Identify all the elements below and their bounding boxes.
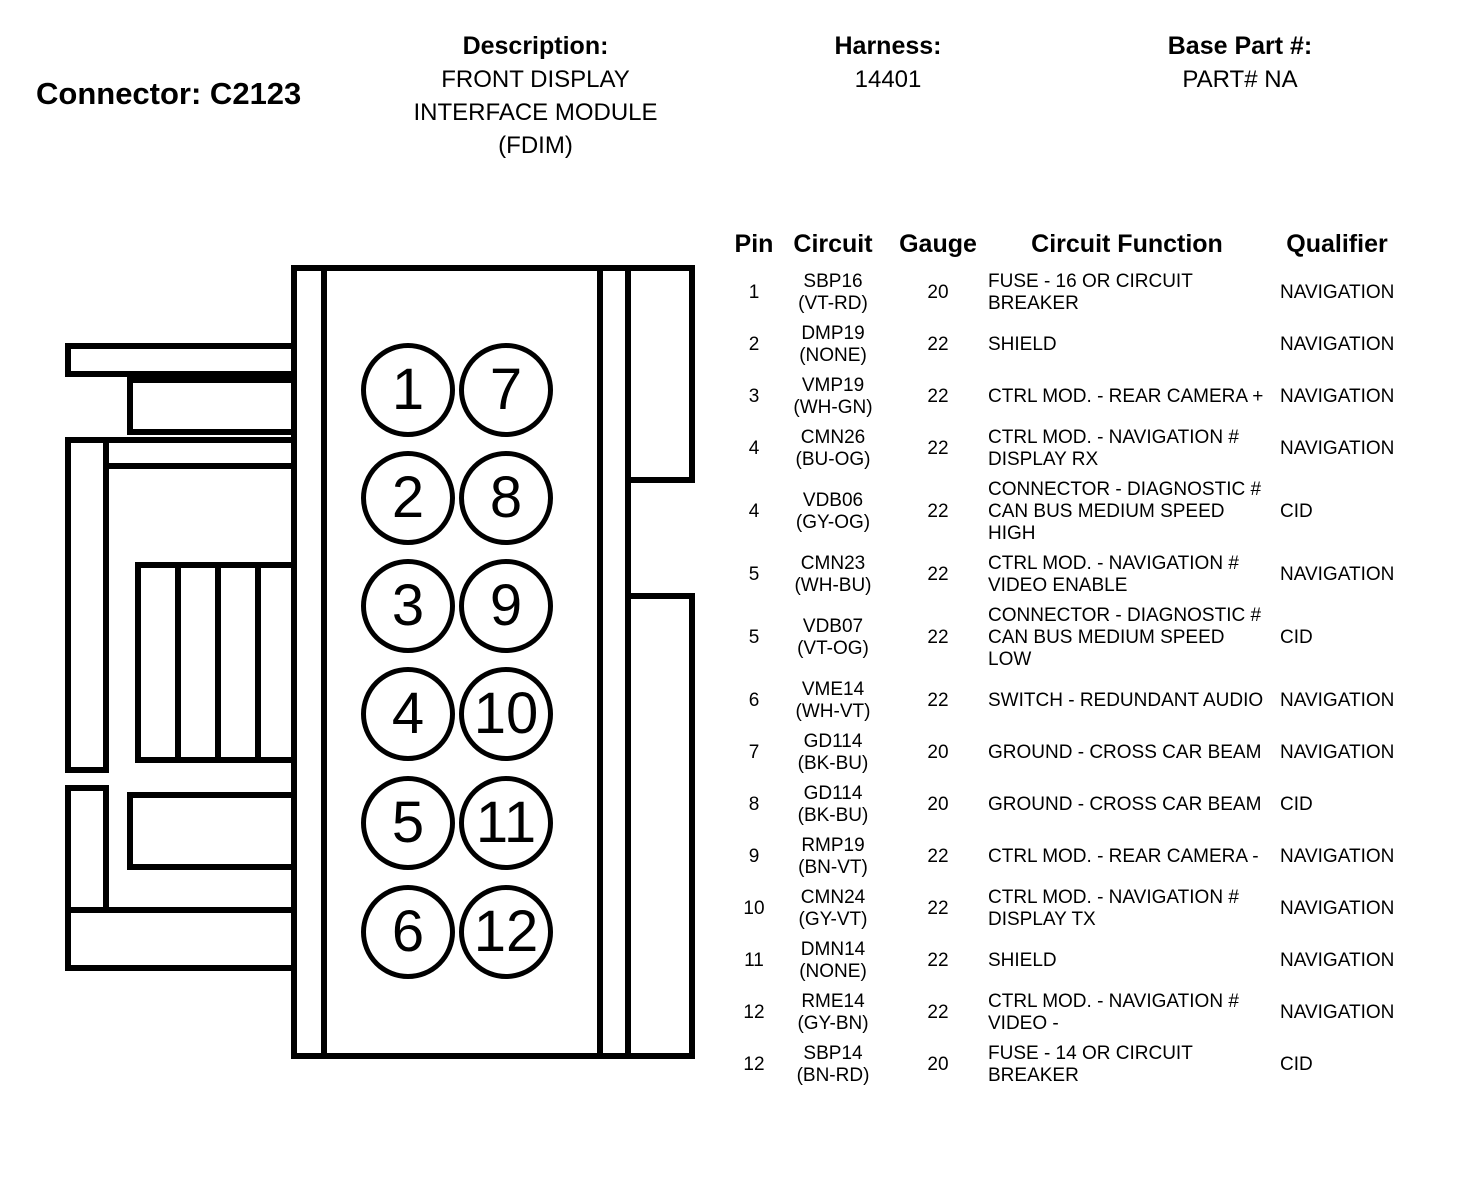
pin-cavity-7: 7 bbox=[459, 343, 553, 437]
pin-number-cell: 6 bbox=[748, 690, 760, 711]
col-header-pin: Pin bbox=[734, 230, 774, 258]
circuit-cell bbox=[778, 601, 888, 675]
pin-number-cell: 1 bbox=[748, 282, 760, 303]
harness-label: Harness: bbox=[834, 32, 942, 60]
circuit-code: GD114 bbox=[803, 731, 863, 752]
circuit-code: VME14 bbox=[801, 679, 865, 700]
gauge-cell: 22 bbox=[927, 846, 949, 867]
circuit-cell bbox=[778, 319, 888, 371]
pin-number-cell: 2 bbox=[748, 334, 760, 355]
description-block bbox=[408, 30, 663, 162]
circuit-color-code: (GY-VT) bbox=[798, 909, 868, 930]
circuit-color-code: (BK-BU) bbox=[797, 805, 869, 826]
circuit-color-code: (BN-VT) bbox=[798, 857, 868, 878]
circuit-code: DMN14 bbox=[800, 939, 866, 960]
pin-cavity-11: 11 bbox=[459, 776, 553, 870]
circuit-cell bbox=[778, 371, 888, 423]
pin-number-cell: 10 bbox=[743, 898, 765, 919]
gauge-cell: 22 bbox=[927, 564, 949, 585]
gauge-cell: 20 bbox=[927, 794, 949, 815]
qualifier-cell: NAVIGATION bbox=[1280, 438, 1395, 459]
circuit-function-cell: FUSE - 14 OR CIRCUIT BREAKER bbox=[988, 1043, 1193, 1086]
circuit-code: CMN23 bbox=[800, 553, 866, 574]
pin-grid bbox=[60, 260, 710, 1070]
circuit-code: CMN24 bbox=[800, 887, 866, 908]
circuit-function-cell: CTRL MOD. - REAR CAMERA + bbox=[988, 386, 1264, 407]
pin-cavity-4: 4 bbox=[361, 667, 455, 761]
qualifier-cell: NAVIGATION bbox=[1280, 846, 1395, 867]
circuit-function-cell: SHIELD bbox=[988, 950, 1057, 971]
gauge-cell: 20 bbox=[927, 742, 949, 763]
circuit-color-code: (BK-BU) bbox=[797, 753, 869, 774]
qualifier-cell: NAVIGATION bbox=[1280, 386, 1395, 407]
pinout-row bbox=[730, 935, 1408, 987]
circuit-color-code: (VT-OG) bbox=[797, 638, 869, 659]
circuit-function-cell: GROUND - CROSS CAR BEAM bbox=[988, 794, 1262, 815]
description-label: Description: bbox=[462, 32, 609, 60]
pin-number-cell: 11 bbox=[744, 950, 764, 971]
col-header-gauge: Gauge bbox=[899, 230, 977, 258]
pinout-row bbox=[730, 779, 1408, 831]
pin-cavity-10: 10 bbox=[459, 667, 553, 761]
circuit-code: SBP16 bbox=[803, 271, 863, 292]
circuit-color-code: (GY-OG) bbox=[795, 512, 871, 533]
gauge-cell: 22 bbox=[927, 898, 949, 919]
pin-number-cell: 8 bbox=[748, 794, 760, 815]
pin-cavity-12: 12 bbox=[459, 885, 553, 979]
pinout-row bbox=[730, 549, 1408, 601]
qualifier-cell: NAVIGATION bbox=[1280, 742, 1395, 763]
pinout-table-body bbox=[730, 267, 1408, 1091]
connector-id-title: Connector: C2123 bbox=[36, 76, 302, 111]
gauge-cell: 22 bbox=[927, 690, 949, 711]
gauge-cell: 22 bbox=[927, 334, 949, 355]
circuit-cell bbox=[778, 883, 888, 935]
pin-cavity-2: 2 bbox=[361, 451, 455, 545]
circuit-cell bbox=[778, 475, 888, 549]
circuit-function-cell: GROUND - CROSS CAR BEAM bbox=[988, 742, 1262, 763]
pinout-row bbox=[730, 883, 1408, 935]
harness-block bbox=[793, 30, 983, 96]
qualifier-cell: NAVIGATION bbox=[1280, 898, 1395, 919]
circuit-color-code: (NONE) bbox=[799, 345, 867, 366]
pin-cavity-1: 1 bbox=[361, 343, 455, 437]
pin-number-cell: 5 bbox=[748, 627, 760, 648]
pin-number-cell: 4 bbox=[748, 501, 760, 522]
circuit-color-code: (BN-RD) bbox=[796, 1065, 870, 1086]
pin-number-cell: 9 bbox=[748, 846, 760, 867]
circuit-cell bbox=[778, 831, 888, 883]
circuit-code: RME14 bbox=[801, 991, 865, 1012]
pinout-row bbox=[730, 267, 1408, 319]
circuit-function-cell: CTRL MOD. - NAVIGATION # VIDEO - bbox=[988, 991, 1239, 1034]
circuit-cell bbox=[778, 267, 888, 319]
gauge-cell: 20 bbox=[927, 1054, 949, 1075]
pin-number-cell: 3 bbox=[748, 386, 760, 407]
pin-number-cell: 12 bbox=[743, 1054, 765, 1075]
pinout-row bbox=[730, 423, 1408, 475]
circuit-function-cell: CTRL MOD. - NAVIGATION # DISPLAY TX bbox=[988, 887, 1239, 930]
circuit-color-code: (BU-OG) bbox=[795, 449, 871, 470]
circuit-cell bbox=[778, 779, 888, 831]
gauge-cell: 22 bbox=[927, 386, 949, 407]
pin-cavity-3: 3 bbox=[361, 559, 455, 653]
qualifier-cell: CID bbox=[1280, 794, 1313, 815]
circuit-cell bbox=[778, 423, 888, 475]
qualifier-cell: CID bbox=[1280, 1054, 1313, 1075]
pin-number-cell: 12 bbox=[743, 1002, 765, 1023]
circuit-code: VDB07 bbox=[802, 616, 864, 637]
pinout-row bbox=[730, 475, 1408, 549]
qualifier-cell: NAVIGATION bbox=[1280, 690, 1395, 711]
circuit-code: VDB06 bbox=[802, 490, 864, 511]
circuit-function-cell: SWITCH - REDUNDANT AUDIO bbox=[988, 690, 1264, 711]
circuit-code: VMP19 bbox=[801, 375, 865, 396]
base-part-value: PART# NA bbox=[1182, 66, 1298, 93]
circuit-cell bbox=[778, 727, 888, 779]
circuit-function-cell: CTRL MOD. - REAR CAMERA - bbox=[988, 846, 1259, 867]
qualifier-cell: NAVIGATION bbox=[1280, 334, 1395, 355]
gauge-cell: 22 bbox=[927, 950, 949, 971]
base-part-block bbox=[1110, 30, 1370, 96]
pinout-row bbox=[730, 727, 1408, 779]
gauge-cell: 22 bbox=[927, 501, 949, 522]
circuit-function-cell: CTRL MOD. - NAVIGATION # DISPLAY RX bbox=[988, 427, 1239, 470]
harness-value: 14401 bbox=[854, 66, 922, 93]
pinout-row bbox=[730, 371, 1408, 423]
pinout-row bbox=[730, 601, 1408, 675]
qualifier-cell: CID bbox=[1280, 501, 1313, 522]
pin-number-cell: 5 bbox=[748, 564, 760, 585]
gauge-cell: 22 bbox=[927, 1002, 949, 1023]
circuit-cell bbox=[778, 987, 888, 1039]
pin-cavity-8: 8 bbox=[459, 451, 553, 545]
pin-number-cell: 7 bbox=[748, 742, 760, 763]
circuit-code: SBP14 bbox=[803, 1043, 863, 1064]
pin-number-cell: 4 bbox=[748, 438, 760, 459]
qualifier-cell: NAVIGATION bbox=[1280, 1002, 1395, 1023]
pin-cavity-6: 6 bbox=[361, 885, 455, 979]
pin-cavity-9: 9 bbox=[459, 559, 553, 653]
circuit-cell bbox=[778, 549, 888, 601]
circuit-color-code: (GY-BN) bbox=[797, 1013, 869, 1034]
pinout-row bbox=[730, 987, 1408, 1039]
col-header-circuit-function: Circuit Function bbox=[1031, 230, 1223, 258]
description-value: FRONT DISPLAY INTERFACE MODULE (FDIM) bbox=[413, 66, 658, 159]
col-header-qualifier: Qualifier bbox=[1286, 230, 1388, 258]
circuit-code: GD114 bbox=[803, 783, 863, 804]
qualifier-cell: NAVIGATION bbox=[1280, 950, 1395, 971]
gauge-cell: 20 bbox=[927, 282, 949, 303]
circuit-color-code: (WH-VT) bbox=[795, 701, 871, 722]
pin-cavity-5: 5 bbox=[361, 776, 455, 870]
circuit-function-cell: CONNECTOR - DIAGNOSTIC # CAN BUS MEDIUM SPEED LOW bbox=[988, 605, 1262, 670]
qualifier-cell: NAVIGATION bbox=[1280, 564, 1395, 585]
circuit-color-code: (VT-RD) bbox=[798, 293, 868, 314]
circuit-code: DMP19 bbox=[801, 323, 865, 344]
circuit-function-cell: CONNECTOR - DIAGNOSTIC # CAN BUS MEDIUM SPEED HIGH bbox=[988, 479, 1262, 544]
qualifier-cell: CID bbox=[1280, 627, 1313, 648]
circuit-cell bbox=[778, 1039, 888, 1091]
circuit-function-cell: CTRL MOD. - NAVIGATION # VIDEO ENABLE bbox=[988, 553, 1239, 596]
table-header-row bbox=[730, 230, 1408, 267]
circuit-cell bbox=[778, 935, 888, 987]
pinout-row bbox=[730, 675, 1408, 727]
pinout-table bbox=[730, 230, 1408, 1091]
pinout-row bbox=[730, 831, 1408, 883]
pinout-row bbox=[730, 1039, 1408, 1091]
gauge-cell: 22 bbox=[927, 438, 949, 459]
circuit-function-cell: FUSE - 16 OR CIRCUIT BREAKER bbox=[988, 271, 1193, 314]
circuit-color-code: (WH-BU) bbox=[794, 575, 872, 596]
circuit-color-code: (WH-GN) bbox=[793, 397, 873, 418]
circuit-code: RMP19 bbox=[801, 835, 865, 856]
base-part-label: Base Part #: bbox=[1167, 32, 1313, 60]
col-header-circuit: Circuit bbox=[793, 230, 873, 258]
circuit-color-code: (NONE) bbox=[799, 961, 867, 982]
circuit-function-cell: SHIELD bbox=[988, 334, 1057, 355]
gauge-cell: 22 bbox=[927, 627, 949, 648]
pinout-row bbox=[730, 319, 1408, 371]
circuit-code: CMN26 bbox=[800, 427, 866, 448]
qualifier-cell: NAVIGATION bbox=[1280, 282, 1395, 303]
circuit-cell bbox=[778, 675, 888, 727]
connector-diagram bbox=[60, 260, 710, 1070]
